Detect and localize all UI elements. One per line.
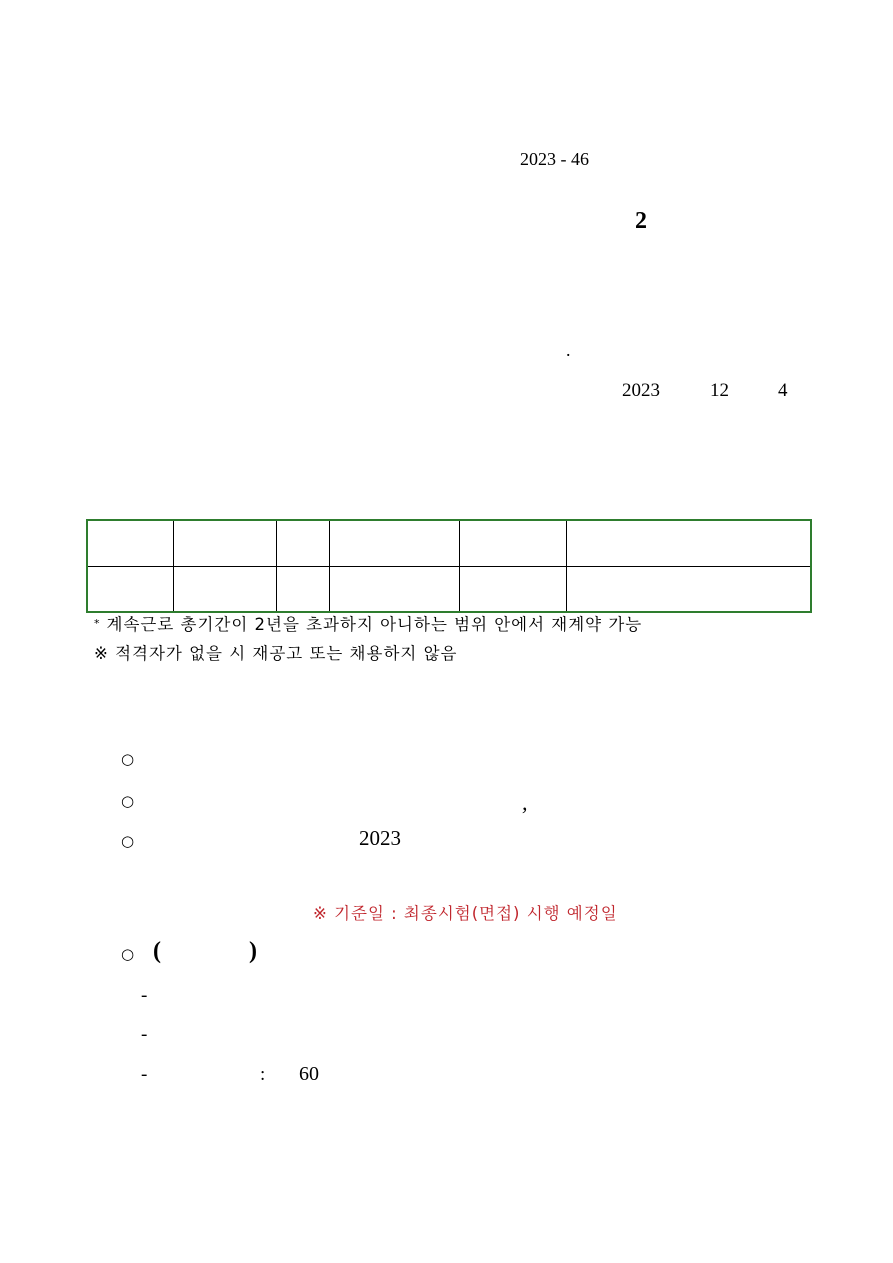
table-cell <box>87 567 173 613</box>
date-day: 4 <box>778 380 788 401</box>
circle-bullet-icon: ○ <box>121 945 135 963</box>
table-header-cell <box>459 520 566 567</box>
table-header-cell <box>566 520 811 567</box>
circle-bullet-icon: ○ <box>121 832 135 850</box>
numeric-value: 60 <box>299 1063 319 1085</box>
table-cell <box>173 567 276 613</box>
date-month: 12 <box>710 380 729 401</box>
table-cell <box>459 567 566 613</box>
table-header-cell <box>87 520 173 567</box>
period-mark: . <box>566 340 571 360</box>
eligibility-year: 2023 <box>359 826 401 850</box>
table-header-row <box>87 520 811 567</box>
dash-bullet: - <box>141 1024 148 1045</box>
table-header-cell <box>329 520 459 567</box>
date-year: 2023 <box>622 380 660 401</box>
title-number: 2 <box>635 208 647 234</box>
comma-mark: , <box>522 790 528 815</box>
dash-bullet: - <box>141 985 148 1006</box>
close-parenthesis: ) <box>249 938 257 964</box>
base-date-note: ※ 기준일 : 최종시험(면접) 시행 예정일 <box>313 904 618 923</box>
table-header-cell <box>276 520 329 567</box>
table-cell <box>276 567 329 613</box>
colon-separator: : <box>260 1064 266 1085</box>
circle-bullet-icon: ○ <box>121 792 135 810</box>
table-cell <box>329 567 459 613</box>
asterisk-icon: * <box>94 617 101 630</box>
table-cell <box>566 567 811 613</box>
recruitment-table <box>86 519 812 613</box>
table-row <box>87 567 811 613</box>
document-number: 2023 - 46 <box>520 149 589 169</box>
dash-bullet: - <box>141 1064 148 1085</box>
open-parenthesis: ( <box>153 938 161 964</box>
circle-bullet-icon: ○ <box>121 750 135 768</box>
table-header-cell <box>173 520 276 567</box>
contract-note <box>94 611 642 635</box>
contract-note-text: 계속근로 총기간이 2년을 초과하지 아니하는 범위 안에서 재계약 가능 <box>106 615 643 634</box>
no-qualified-note: ※ 적격자가 없을 시 재공고 또는 채용하지 않음 <box>94 644 458 663</box>
